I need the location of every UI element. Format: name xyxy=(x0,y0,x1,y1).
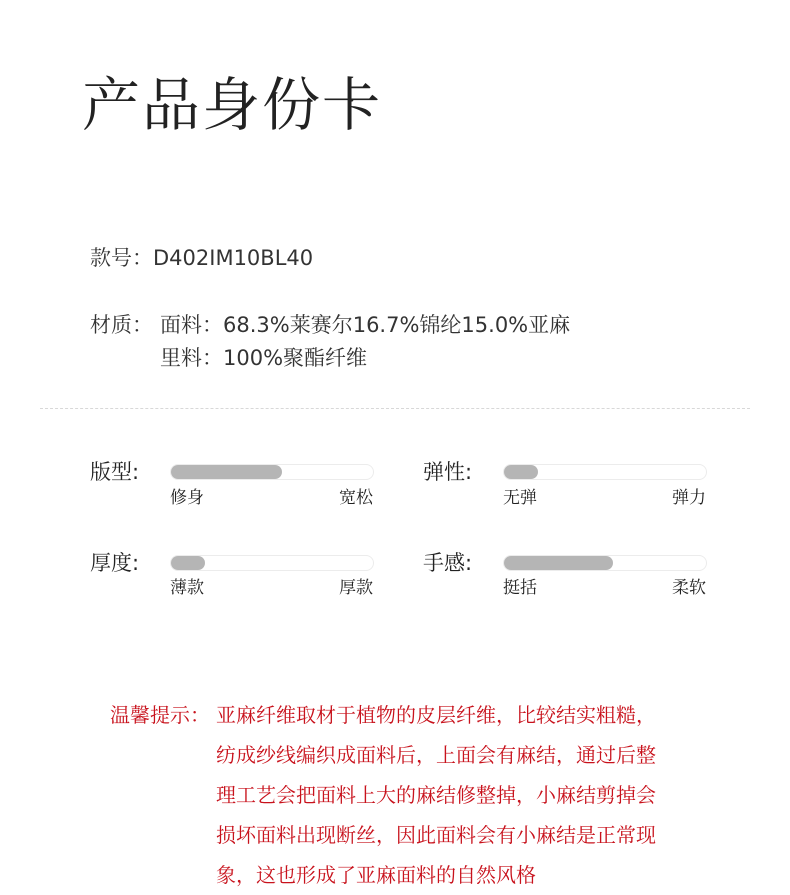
tip-line: 损坏面料出现断丝，因此面料会有小麻结是正常现 xyxy=(216,823,656,847)
attr-fit-fill xyxy=(171,465,282,479)
attr-thickness-bar xyxy=(170,555,374,571)
attr-elasticity-label: 弹性: xyxy=(423,460,473,484)
attr-thickness-fill xyxy=(171,556,205,570)
tip-line: 纺成纱线编织成面料后，上面会有麻结，通过后整 xyxy=(216,743,656,767)
material-label: 材质： xyxy=(90,313,153,337)
page-title: 产品身份卡 xyxy=(82,71,383,139)
section-divider xyxy=(40,408,750,409)
attr-fit-label: 版型: xyxy=(90,460,140,484)
attr-handfeel-bar xyxy=(503,555,707,571)
fabric-composition: 面料：68.3%莱赛尔16.7%锦纶15.0%亚麻 xyxy=(160,313,571,337)
style-number-row xyxy=(90,243,313,273)
attr-elasticity-min-label: 无弹 xyxy=(503,488,537,508)
attr-thickness-min-label: 薄款 xyxy=(170,578,204,598)
attr-handfeel-label: 手感: xyxy=(423,551,473,575)
attr-handfeel-max-label: 柔软 xyxy=(672,578,706,598)
tip-label: 温馨提示： xyxy=(110,703,210,727)
attr-thickness-label: 厚度: xyxy=(90,551,140,575)
attr-fit-min-label: 修身 xyxy=(170,488,204,508)
attr-elasticity-bar xyxy=(503,464,707,480)
tip-line: 亚麻纤维取材于植物的皮层纤维，比较结实粗糙， xyxy=(216,703,656,727)
style-number-label: 款号： xyxy=(90,246,153,270)
style-number-value: D402IM10BL40 xyxy=(153,246,314,270)
attr-fit-bar xyxy=(170,464,374,480)
attr-fit-max-label: 宽松 xyxy=(339,488,373,508)
attr-elasticity-fill xyxy=(504,465,538,479)
lining-composition: 里料：100%聚酯纤维 xyxy=(160,346,368,370)
attr-handfeel-min-label: 挺括 xyxy=(503,578,537,598)
tip-line: 象，这也形成了亚麻面料的自然风格 xyxy=(216,863,536,887)
attr-elasticity-max-label: 弹力 xyxy=(672,488,706,508)
tip-line: 理工艺会把面料上大的麻结修整掉，小麻结剪掉会 xyxy=(216,783,656,807)
attr-handfeel-fill xyxy=(504,556,613,570)
attr-thickness-max-label: 厚款 xyxy=(339,578,373,598)
